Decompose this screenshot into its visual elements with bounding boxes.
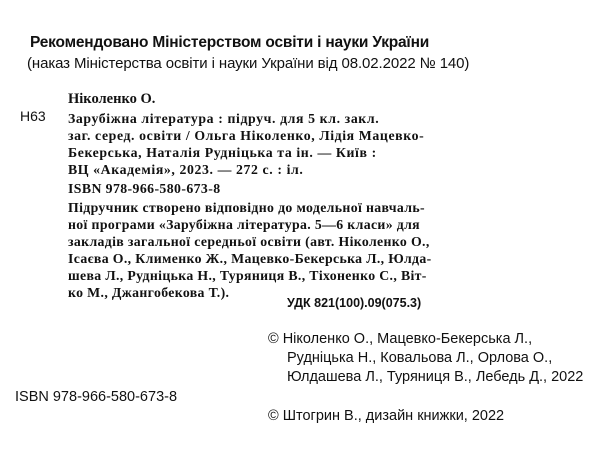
recommendation-heading: Рекомендовано Міністерством освіти і науки України xyxy=(30,34,430,51)
copyright-line: Юлдашева Л., Туряниця В., Лебедь Д., 2022 xyxy=(287,369,584,385)
bibliographic-line: Бекерська, Наталія Рудніцька та ін. — Київ : xyxy=(68,145,377,160)
ministry-order-line: (наказ Міністерства освіти і науки України від 08.02.2022 № 140) xyxy=(27,55,470,72)
description-line: Підручник створено відповідно до модельної навчаль- xyxy=(68,200,425,215)
design-copyright-line: © Штогрин В., дизайн книжки, 2022 xyxy=(268,408,505,424)
copyright-line: Рудніцька Н., Ковальова Л., Орлова О., xyxy=(287,350,553,366)
description-line: ної програми «Зарубіжна література. 5—6 класи» для xyxy=(68,217,420,232)
bibliographic-line: Зарубіжна література : підруч. для 5 кл. закл. xyxy=(68,111,380,126)
udk-code: УДК 821(100).09(075.3) xyxy=(287,296,422,310)
description-line: шева Л., Рудніцька Н., Туряниця В., Тіхоненко С., Віт- xyxy=(68,268,427,283)
catalog-author: Ніколенко О. xyxy=(68,91,156,107)
description-line: ко М., Джангобекова Т.). xyxy=(68,285,230,300)
footer-isbn: ISBN 978-966-580-673-8 xyxy=(15,389,178,405)
catalog-isbn: ISBN 978-966-580-673-8 xyxy=(68,181,221,196)
description-line: Ісаєва О., Клименко Ж., Мацевко-Бекерська Л., Юлда- xyxy=(68,251,432,266)
bibliographic-line: заг. серед. освіти / Ольга Ніколенко, Лідія Мацевко- xyxy=(68,128,425,143)
description-line: закладів загальної середньої освіти (авт. Ніколенко О., xyxy=(68,234,430,249)
bibliographic-line: ВЦ «Академія», 2023. — 272 с. : іл. xyxy=(68,162,304,177)
copyright-line: © Ніколенко О., Мацевко-Бекерська Л., xyxy=(268,331,533,347)
library-classification-code: Н63 xyxy=(20,108,46,124)
